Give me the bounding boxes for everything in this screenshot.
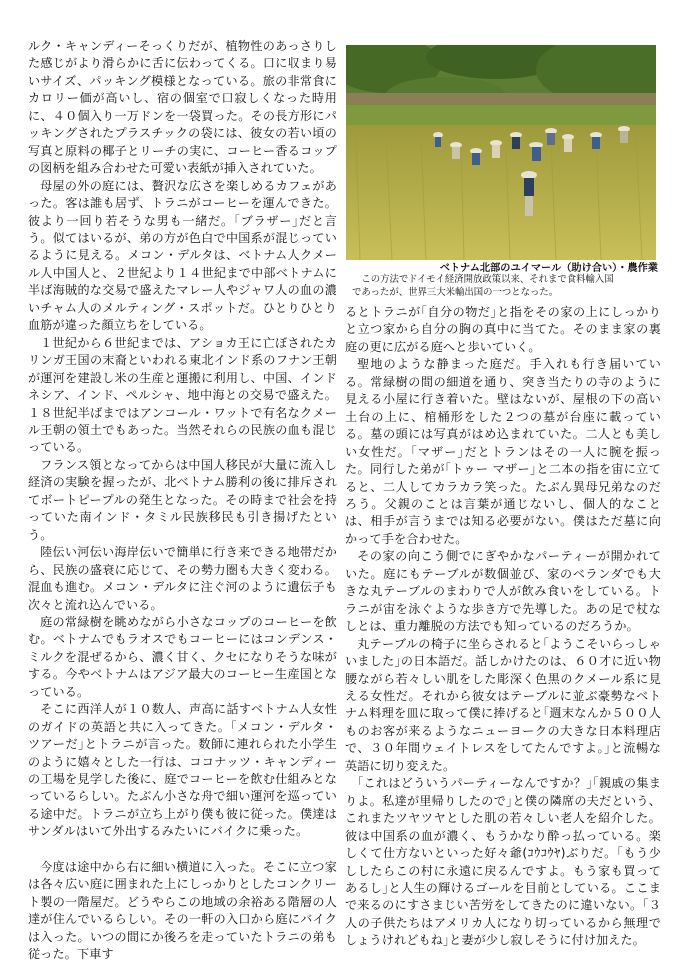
paragraph: ｢これはどういうパーティーなんですか？｣｢親戚の集まりよ。私達が里帰りしたので｣と僕の隣席の夫だという、これまたツヤツヤとした肌の若々しい老人を紹介した。彼は中国系の血が濃く、もうかなり酔っ払っている。楽しくて仕方ないといった好々爺(ｺｳｺｳﾔ)ぶりだ。｢もう少ししたらこの村に永遠に戻るんですよ。もう家も買ってあるし｣と人生の輝けるゴールを目前としている。ここまで来るのにすさまじい苦労をしてきたのに違いない。｢３人の子供たちはアメリカ人になり切っているから無理でしょうけれどもね｣と妻が少し寂しそうに付け加えた。 (345, 776, 661, 948)
left-column (28, 38, 337, 964)
paragraph: 陸伝い河伝い海岸伝いで簡単に行き来できる地帯だから、民族の盛衰に応じて、その勢力圏も大きく変わる。混血も進む。メコン・デルタに注ぐ河のように遺伝子も次々と流れ込んでいる。 (28, 545, 337, 612)
paragraph: 今度は途中から右に細い横道に入った。そこに立つ家は各々広い庭に囲まれた上にしっかりとしたコンクリート製の一階屋だ。どうやらこの地域の余裕ある階層の人達が住んでいるらしい。その一軒の入口から庭にバイクは入った。いつの間にか後ろを走っていたトラニの弟も従った。下車す (28, 859, 337, 962)
rice-field-photo (346, 45, 656, 260)
rice-harvest-illustration (346, 45, 656, 260)
paragraph: 母屋の外の庭には、贅沢な広さを楽しめるカフェがあった。客は誰も居ず、トラニがコーヒーを運んできた。彼より一回り若そうな男も一緒だ。｢ブラザー｣だと言う。似てはいるが、弟の方が色白で中国系が混じっているように見える。メコン・デルタは、ベトナム人クメール人中国人と、２世紀より１４世紀まで中部ベトナムに半ば海賊的な交易で盛えたマレー人やジャワ人の血の濃いチャム人のメルティング・スポットだ。ひとりひとり血筋が違った顔立ちをしている。 (28, 178, 337, 333)
paragraph: るとトラニが｢自分の物だ｣と指をその家の上にしっかりと立つ家から自分の胸の真中に当てた。そのまま家の裏庭の更に広がる庭へと歩いていく。 (345, 305, 661, 354)
right-column (345, 304, 661, 950)
photo-caption-body (352, 274, 658, 299)
photo-caption-line: であったが、世界三大米輸出国の一つとなった。 (352, 286, 559, 298)
paragraph: 聖地のような静まった庭だ。手入れも行き届いている。常緑樹の間の細道を通り、突き当たりの寺のように見える小屋に行き着いた。壁はないが、屋根の下の高い土台の上に、棺桶形をした２つの墓が台座に載っている。墓の頭には写真がはめ込まれていた。二人とも美しい女性だ。｢マザー｣だとトランはその一人に腕を振った。同行した弟が｢トゥー マザー｣と二本の指を宙に立てると、二人してカラカラ笑った。たぶん異母兄弟なのだろう。父親のことは言葉が通じないし、個人的なことは、相手が言うまでは知る必要がない。僕はただ墓に向かって手を合わせた。 (345, 357, 661, 546)
paragraph: ルク・キャンディーそっくりだが、植物性のあっさりした感じがより滑らかに舌に伝わってくる。口に収まり易いサイズ、パッキング模様となっている。旅の非常食にカロリー価が高いし、宿の個室で口寂しくなった時用に、４０個入り一万ドンを一袋買った。その長方形にパッキングされたプラスチックの袋には、彼女の若い頃の写真と原料の椰子とリーチの実に、コーヒー香るコップの図柄を組み合わせた可愛い表紙が挿入されていた。 (28, 39, 337, 176)
section-gap (28, 841, 337, 859)
photo-caption-line: この方法でドイモイ経済開放政策以来、それまで食料輸入国 (361, 274, 614, 285)
paragraph: 庭の常緑樹を眺めながら小さなコップのコーヒーを飲む。ベトナムでもラオスでもコーヒーにはコンデンス・ミルクを混ぜるから、濃く甘く、クセになりそうな味がする。今やベトナムはアジア最大のコーヒー生産国となっている。 (28, 614, 337, 699)
photo-caption-title: ベトナム北部のユイマール（助け合い）・農作業 (439, 263, 658, 274)
paragraph: 丸テーブルの椅子に坐らされると｢ようこそいらっしゃいました｣の日本語だ。話しかけたのは、６０才に近い物腰ながら若々しい肌をした彫深く色黒のクメール系に見える女性だ。それから彼女はテーブルに並ぶ豪勢なベトナム料理を皿に取って僕に捧げると｢週末なんか５００人ものお客が来るようなニューヨークの大きな日本料理店で、３０年間ウェイトレスをしてたんですよ。｣と流暢な英語に切り変えた。 (345, 636, 661, 773)
paragraph: そこに西洋人が１０数人、声高に話すベトナム人女性のガイドの英語と共に入ってきた。｢メコン・デルタ・ツアーだ｣とトラニが言った。数師に連れられた小学生のように嬉々とした一行は、ココナッツ・キャンディーの工場を見学した後に、庭でコーヒーを飲む仕組みとなっているらしい。たぶん小さな舟で細い運河を巡っている途中だ。トラニが立ち上がり僕も彼に従った。僕達はサンダルはいて外出するみたいにバイクに乗った。 (28, 702, 337, 839)
stone-wall (346, 93, 656, 105)
rice-field (346, 125, 656, 260)
paragraph: その家の向こう側でにぎやかなパーティーが開かれていた。庭にもテーブルが数個並び、家のベランダでも大きな丸テーブルのまわりで人が飲み食いをしている。トラニが宙を泳ぐような歩き方で先導した。あの足で杖なしとは、重力離脱の方法でも知っているのだろうか。 (345, 549, 661, 634)
paddy-strip (346, 105, 656, 127)
paragraph: フランス領となってからは中国人移民が大量に流入し経済の実験を握ったが、北ベトナム勝利の後に排斥されてボートピープルの発生となった。その時まで社会を持っていた南インド・タミル民族移民も引き揚げたという。 (28, 457, 337, 542)
paragraph: １世紀から６世紀までは、アショカ王に亡ぼされたカリンガ王国の末裔といわれる東北インド系のフナン王朝が運河を建設し米の生産と運搬に利用し、中国、インドネシア、インド、ペルシャ、地中海との交易で盛えた。１８世紀半ばまではアンコール・ワットで有名なクメール王朝の領土でもあった。当然それらの民族の血も混じっている。 (28, 335, 337, 455)
